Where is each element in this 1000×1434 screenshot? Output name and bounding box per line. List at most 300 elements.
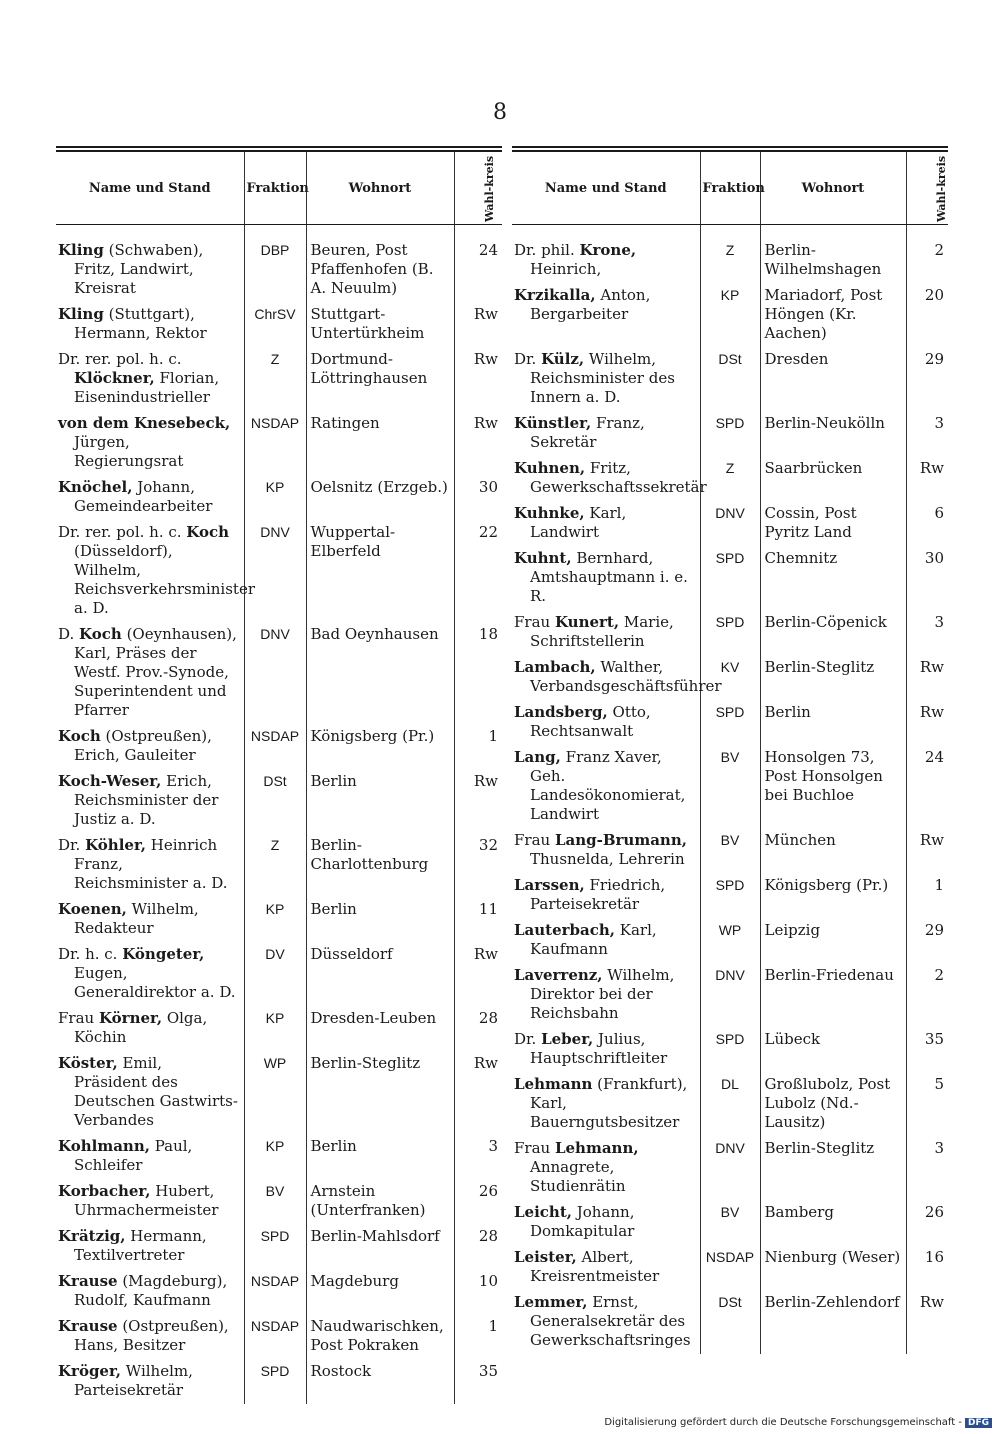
name-prefix: Dr.: [514, 350, 542, 368]
wohnort-cell: Berlin-Mahlsdorf: [306, 1224, 454, 1269]
wahlkreis-cell: Rw: [906, 1290, 948, 1354]
member-name-cell: [56, 1359, 244, 1404]
member-name-cell: [56, 475, 244, 520]
members-table-right: [512, 152, 948, 1354]
member-details: Johann, Gemeindearbeiter: [74, 478, 213, 515]
fraktion-cell: WP: [244, 1051, 306, 1134]
member-details: Franz, Sekretär: [530, 414, 645, 451]
members-table-left: [56, 152, 502, 1404]
member-name-cell: [512, 1072, 700, 1136]
fraktion-cell: Z: [700, 456, 760, 501]
member-name-cell: [512, 1290, 700, 1354]
member-details: Marie, Schriftstellerin: [530, 613, 674, 650]
fraktion-cell: DNV: [700, 501, 760, 546]
table-row: [56, 1006, 502, 1051]
header-wohnort: Wohnort: [306, 152, 454, 225]
wohnort-cell: Berlin: [306, 769, 454, 833]
fraktion-cell: NSDAP: [244, 411, 306, 475]
table-row: [56, 1224, 502, 1269]
fraktion-cell: DNV: [244, 622, 306, 724]
member-name-cell: [512, 745, 700, 828]
member-surname: Koch: [79, 625, 122, 643]
wohnort-cell: Magdeburg: [306, 1269, 454, 1314]
fraktion-cell: DSt: [700, 1290, 760, 1354]
member-details: Fritz, Gewerkschaftssekretär: [530, 459, 707, 496]
table-row: [512, 1290, 948, 1354]
wahlkreis-cell: 3: [906, 1136, 948, 1200]
wohnort-cell: Bamberg: [760, 1200, 906, 1245]
member-details: (Düsseldorf), Wilhelm, Reichsverkehrsminister a. D.: [74, 542, 255, 617]
wohnort-cell: Berlin-Neukölln: [760, 411, 906, 456]
member-name-cell: [512, 1200, 700, 1245]
member-surname: Külz,: [541, 350, 585, 368]
wohnort-cell: Lübeck: [760, 1027, 906, 1072]
wohnort-cell: Stuttgart-Untertürkheim: [306, 302, 454, 347]
wohnort-cell: Berlin-Steglitz: [306, 1051, 454, 1134]
table-row: [512, 1072, 948, 1136]
member-surname: Koch-Weser,: [58, 772, 162, 790]
name-prefix: D.: [58, 625, 80, 643]
table-row: [512, 873, 948, 918]
member-surname: Leicht,: [514, 1203, 572, 1221]
member-surname: Leister,: [514, 1248, 577, 1266]
member-surname: Koenen,: [58, 900, 127, 918]
member-surname: Lehmann,: [554, 1139, 639, 1157]
member-name-cell: [512, 918, 700, 963]
member-name-cell: [56, 622, 244, 724]
member-name-cell: [512, 283, 700, 347]
wohnort-cell: Arnstein (Unterfranken): [306, 1179, 454, 1224]
fraktion-cell: DNV: [700, 1136, 760, 1200]
member-details: Heinrich,: [530, 260, 602, 278]
wahlkreis-cell: 30: [906, 546, 948, 610]
member-details: Julius, Hauptschriftleiter: [530, 1030, 668, 1067]
member-surname: Lang-Brumann,: [554, 831, 687, 849]
member-surname: Kling: [58, 305, 104, 323]
member-details: Wilhelm, Direktor bei der Reichsbahn: [530, 966, 675, 1022]
wohnort-cell: Berlin-Charlottenburg: [306, 833, 454, 897]
wahlkreis-cell: 6: [906, 501, 948, 546]
wahlkreis-cell: Rw: [454, 302, 502, 347]
member-surname: Klöckner,: [74, 369, 155, 387]
wohnort-cell: Berlin-Steglitz: [760, 1136, 906, 1200]
wahlkreis-cell: 22: [454, 520, 502, 622]
member-name-cell: [512, 1136, 700, 1200]
fraktion-cell: NSDAP: [244, 1314, 306, 1359]
member-name-cell: [56, 833, 244, 897]
member-details: Walther, Verbandsgeschäftsführer: [530, 658, 722, 695]
name-prefix: Dr. rer. pol. h. c.: [58, 523, 187, 541]
fraktion-cell: SPD: [244, 1359, 306, 1404]
member-surname: Köhler,: [85, 836, 146, 854]
table-row: [512, 225, 948, 284]
table-row: [512, 456, 948, 501]
fraktion-cell: KP: [244, 475, 306, 520]
wahlkreis-cell: 3: [906, 411, 948, 456]
member-surname: Lauterbach,: [514, 921, 616, 939]
fraktion-cell: DV: [244, 942, 306, 1006]
wohnort-cell: Dortmund-Löttringhausen: [306, 347, 454, 411]
table-row: [56, 302, 502, 347]
fraktion-cell: Z: [244, 833, 306, 897]
member-surname: Kröger,: [58, 1362, 122, 1380]
member-surname: Krzikalla,: [514, 286, 596, 304]
member-details: (Frankfurt), Karl, Bauerngutsbesitzer: [530, 1075, 688, 1131]
footer-text: Digitalisierung gefördert durch die Deutsche Forschungsgemeinschaft -: [604, 1417, 962, 1428]
wahlkreis-cell: 29: [906, 918, 948, 963]
fraktion-cell: Z: [700, 225, 760, 284]
member-surname: Kohlmann,: [58, 1137, 150, 1155]
member-surname: Koch: [186, 523, 230, 541]
fraktion-cell: SPD: [700, 873, 760, 918]
fraktion-cell: SPD: [700, 546, 760, 610]
wahlkreis-cell: 16: [906, 1245, 948, 1290]
table-row: [512, 700, 948, 745]
wahlkreis-cell: 24: [454, 225, 502, 303]
fraktion-cell: BV: [244, 1179, 306, 1224]
member-name-cell: [56, 1179, 244, 1224]
member-name-cell: [512, 411, 700, 456]
table-row: [56, 411, 502, 475]
header-name: Name und Stand: [56, 152, 244, 225]
wohnort-cell: Leipzig: [760, 918, 906, 963]
table-row: [56, 1051, 502, 1134]
wahlkreis-cell: 20: [906, 283, 948, 347]
member-details: (Ostpreußen), Hans, Besitzer: [74, 1317, 229, 1354]
wahlkreis-cell: 24: [906, 745, 948, 828]
member-details: Erich, Reichsminister der Justiz a. D.: [74, 772, 219, 828]
name-prefix: Dr. rer. pol. h. c.: [58, 350, 182, 368]
table-row: [512, 1245, 948, 1290]
wohnort-cell: Honsolgen 73, Post Honsolgen bei Buchloe: [760, 745, 906, 828]
member-name-cell: [56, 724, 244, 769]
wohnort-cell: Oelsnitz (Erzgeb.): [306, 475, 454, 520]
table-row: [512, 918, 948, 963]
member-details: Emil, Präsident des Deutschen Gastwirts-Verbandes: [74, 1054, 238, 1129]
wahlkreis-cell: 5: [906, 1072, 948, 1136]
table-row: [56, 897, 502, 942]
member-details: Anton, Bergarbeiter: [530, 286, 651, 323]
member-details: (Magdeburg), Rudolf, Kaufmann: [74, 1272, 228, 1309]
member-details: Otto, Rechtsanwalt: [530, 703, 651, 740]
wahlkreis-cell: Rw: [906, 828, 948, 873]
wahlkreis-cell: Rw: [454, 411, 502, 475]
member-name-cell: [56, 520, 255, 622]
table-row: [512, 610, 948, 655]
wohnort-cell: Wuppertal-Elberfeld: [306, 520, 454, 622]
fraktion-cell: DBP: [244, 225, 306, 303]
member-surname: Korbacher,: [58, 1182, 151, 1200]
table-row: [512, 501, 948, 546]
wahlkreis-cell: 29: [906, 347, 948, 411]
name-prefix: Dr.: [514, 1030, 542, 1048]
wohnort-cell: Dresden: [760, 347, 906, 411]
wohnort-cell: Berlin-Wilhelmshagen: [760, 225, 906, 284]
fraktion-cell: SPD: [700, 610, 760, 655]
member-details: Eugen, Generaldirektor a. D.: [74, 964, 236, 1001]
wohnort-cell: Beuren, Post Pfaffenhofen (B. A. Neuulm): [306, 225, 454, 303]
member-name-cell: [512, 456, 707, 501]
fraktion-cell: SPD: [700, 411, 760, 456]
member-surname: Lemmer,: [514, 1293, 588, 1311]
wahlkreis-cell: 1: [906, 873, 948, 918]
member-surname: Lang,: [514, 748, 561, 766]
wahlkreis-cell: 28: [454, 1224, 502, 1269]
member-name-cell: [56, 942, 244, 1006]
footer: [604, 1417, 992, 1428]
wahlkreis-cell: Rw: [906, 700, 948, 745]
table-body-left: [56, 225, 502, 1405]
member-surname: Knöchel,: [58, 478, 133, 496]
table-row: [56, 1359, 502, 1404]
wohnort-cell: Berlin: [306, 1134, 454, 1179]
wohnort-cell: München: [760, 828, 906, 873]
table-row: [56, 769, 502, 833]
fraktion-cell: NSDAP: [244, 1269, 306, 1314]
member-name-cell: [56, 1051, 244, 1134]
member-details: (Schwaben), Fritz, Landwirt, Kreisrat: [74, 241, 204, 297]
fraktion-cell: SPD: [700, 700, 760, 745]
member-surname: von dem Knesebeck,: [58, 414, 231, 432]
table-row: [512, 1200, 948, 1245]
member-name-cell: [56, 769, 244, 833]
member-details: Friedrich, Parteisekretär: [530, 876, 666, 913]
member-name-cell: [512, 828, 700, 873]
wahlkreis-cell: 26: [906, 1200, 948, 1245]
wohnort-cell: Berlin-Cöpenick: [760, 610, 906, 655]
member-details: Annagrete, Studienrätin: [530, 1158, 626, 1195]
member-surname: Larssen,: [514, 876, 585, 894]
member-details: Florian, Eisenindustrieller: [74, 369, 220, 406]
member-details: Wilhelm, Reichsminister des Innern a. D.: [530, 350, 675, 406]
table-row: [56, 225, 502, 303]
member-name-cell: [512, 1245, 700, 1290]
header-wohnort: Wohnort: [760, 152, 906, 225]
member-name-cell: [512, 873, 700, 918]
member-details: Jürgen, Regierungsrat: [74, 433, 184, 470]
member-details: Karl, Landwirt: [530, 504, 627, 541]
member-name-cell: [56, 347, 244, 411]
member-details: (Oeynhausen), Karl, Präses der Westf. Prov.-Synode, Superintendent und Pfarrer: [74, 625, 237, 719]
member-details: Heinrich Franz, Reichsminister a. D.: [74, 836, 228, 892]
fraktion-cell: KP: [244, 1006, 306, 1051]
fraktion-cell: DL: [700, 1072, 760, 1136]
dfg-logo: DFG: [965, 1418, 992, 1428]
table-row: [56, 724, 502, 769]
header-fraktion: Fraktion: [244, 152, 306, 225]
wahlkreis-cell: 35: [454, 1359, 502, 1404]
member-name-cell: [512, 963, 700, 1027]
table-row: [512, 1136, 948, 1200]
member-surname: Krause: [58, 1317, 118, 1335]
wohnort-cell: Berlin-Steglitz: [760, 655, 906, 700]
wohnort-cell: Cossin, Post Pyritz Land: [760, 501, 906, 546]
table-row: [56, 1179, 502, 1224]
wahlkreis-cell: 3: [454, 1134, 502, 1179]
header-fraktion: Fraktion: [700, 152, 760, 225]
fraktion-cell: Z: [244, 347, 306, 411]
table-row: [512, 347, 948, 411]
member-name-cell: [512, 610, 700, 655]
member-name-cell: [56, 1269, 244, 1314]
wohnort-cell: Rostock: [306, 1359, 454, 1404]
fraktion-cell: WP: [700, 918, 760, 963]
member-surname: Kling: [58, 241, 104, 259]
member-details: Wilhelm, Redakteur: [74, 900, 199, 937]
member-details: Franz Xaver, Geh. Landesökonomierat, Landwirt: [530, 748, 686, 823]
fraktion-cell: NSDAP: [700, 1245, 760, 1290]
fraktion-cell: BV: [700, 745, 760, 828]
wahlkreis-cell: Rw: [454, 1051, 502, 1134]
table-row: [56, 622, 502, 724]
table-row: [56, 833, 502, 897]
fraktion-cell: SPD: [244, 1224, 306, 1269]
wohnort-cell: Berlin-Zehlendorf: [760, 1290, 906, 1354]
table-row: [512, 546, 948, 610]
wahlkreis-cell: 3: [906, 610, 948, 655]
member-name-cell: [56, 897, 244, 942]
fraktion-cell: KP: [700, 283, 760, 347]
fraktion-cell: NSDAP: [244, 724, 306, 769]
table-row: [512, 655, 948, 700]
table-row: [512, 963, 948, 1027]
wahlkreis-cell: Rw: [906, 655, 948, 700]
wohnort-cell: Dresden-Leuben: [306, 1006, 454, 1051]
name-prefix: Dr. h. c.: [58, 945, 123, 963]
wahlkreis-cell: 11: [454, 897, 502, 942]
fraktion-cell: DNV: [244, 520, 306, 622]
header-wahlkreis: Wahl-kreis: [454, 152, 502, 225]
wahlkreis-cell: 28: [454, 1006, 502, 1051]
fraktion-cell: BV: [700, 828, 760, 873]
name-prefix: Frau: [58, 1009, 99, 1027]
wahlkreis-cell: 10: [454, 1269, 502, 1314]
header-wahlkreis: Wahl-kreis: [906, 152, 948, 225]
table-row: [56, 1134, 502, 1179]
table-row: [512, 828, 948, 873]
member-name-cell: [56, 1314, 244, 1359]
member-name-cell: [512, 501, 700, 546]
wahlkreis-cell: Rw: [454, 769, 502, 833]
wahlkreis-cell: 35: [906, 1027, 948, 1072]
member-details: Bernhard, Amtshauptmann i. e. R.: [530, 549, 688, 605]
wahlkreis-cell: 18: [454, 622, 502, 724]
table-row: [512, 1027, 948, 1072]
fraktion-cell: KV: [700, 655, 760, 700]
member-details: Olga, Köchin: [74, 1009, 208, 1046]
member-surname: Krätzig,: [58, 1227, 126, 1245]
member-surname: Lehmann: [514, 1075, 593, 1093]
member-details: Albert, Kreisrentmeister: [530, 1248, 660, 1285]
fraktion-cell: ChrSV: [244, 302, 306, 347]
member-details: Karl, Kaufmann: [530, 921, 657, 958]
member-surname: Körner,: [98, 1009, 163, 1027]
wahlkreis-cell: 2: [906, 225, 948, 284]
wahlkreis-cell: 26: [454, 1179, 502, 1224]
fraktion-cell: DSt: [700, 347, 760, 411]
wohnort-cell: Berlin: [306, 897, 454, 942]
member-surname: Krone,: [579, 241, 637, 259]
member-name-cell: [56, 225, 244, 303]
table-row: [56, 347, 502, 411]
member-surname: Köngeter,: [122, 945, 205, 963]
member-name-cell: [512, 655, 722, 700]
member-name-cell: [512, 347, 700, 411]
name-prefix: Frau: [514, 1139, 555, 1157]
member-name-cell: [56, 1224, 244, 1269]
fraktion-cell: KP: [244, 1134, 306, 1179]
member-surname: Kuhnt,: [514, 549, 572, 567]
member-details: Johann, Domkapitular: [530, 1203, 635, 1240]
member-surname: Lambach,: [514, 658, 596, 676]
fraktion-cell: BV: [700, 1200, 760, 1245]
member-surname: Leber,: [541, 1030, 594, 1048]
wohnort-cell: Berlin: [760, 700, 906, 745]
table-row: [512, 411, 948, 456]
fraktion-cell: DSt: [244, 769, 306, 833]
member-name-cell: [512, 1027, 700, 1072]
wohnort-cell: Großlubolz, Post Lubolz (Nd.-Lausitz): [760, 1072, 906, 1136]
name-prefix: Frau: [514, 613, 555, 631]
member-surname: Laverrenz,: [514, 966, 603, 984]
header-name: Name und Stand: [512, 152, 700, 225]
wohnort-cell: Düsseldorf: [306, 942, 454, 1006]
member-details: (Ostpreußen), Erich, Gauleiter: [74, 727, 212, 764]
page-number: 8: [493, 100, 507, 125]
wahlkreis-cell: 2: [906, 963, 948, 1027]
member-name-cell: [512, 225, 700, 284]
member-details: Ernst, Generalsekretär des Gewerkschaftsringes: [530, 1293, 691, 1349]
table-row: [56, 1314, 502, 1359]
member-name-cell: [56, 411, 244, 475]
member-details: Hermann, Textilvertreter: [74, 1227, 207, 1264]
table-row: [512, 745, 948, 828]
wohnort-cell: Königsberg (Pr.): [306, 724, 454, 769]
name-prefix: Dr. phil.: [514, 241, 580, 259]
name-prefix: Dr.: [58, 836, 86, 854]
table-row: [512, 283, 948, 347]
wohnort-cell: Naudwarischken, Post Pokraken: [306, 1314, 454, 1359]
member-surname: Koch: [58, 727, 101, 745]
table-row: [56, 1269, 502, 1314]
wahlkreis-cell: 30: [454, 475, 502, 520]
left-column: [56, 146, 502, 1404]
wohnort-cell: Nienburg (Weser): [760, 1245, 906, 1290]
member-surname: Kunert,: [554, 613, 620, 631]
wohnort-cell: Saarbrücken: [760, 456, 906, 501]
wohnort-cell: Königsberg (Pr.): [760, 873, 906, 918]
wohnort-cell: Ratingen: [306, 411, 454, 475]
table-row: [56, 475, 502, 520]
member-details: Paul, Schleifer: [74, 1137, 193, 1174]
member-details: Hubert, Uhrmachermeister: [74, 1182, 219, 1219]
member-surname: Köster,: [58, 1054, 118, 1072]
wohnort-cell: Berlin-Friedenau: [760, 963, 906, 1027]
member-details: Wilhelm, Parteisekretär: [74, 1362, 193, 1399]
member-details: (Stuttgart), Hermann, Rektor: [74, 305, 207, 342]
wohnort-cell: Chemnitz: [760, 546, 906, 610]
member-surname: Kuhnke,: [514, 504, 585, 522]
member-name-cell: [512, 546, 700, 610]
member-name-cell: [56, 1134, 244, 1179]
member-name-cell: [512, 700, 700, 745]
member-surname: Künstler,: [514, 414, 592, 432]
fraktion-cell: DNV: [700, 963, 760, 1027]
wahlkreis-cell: 1: [454, 724, 502, 769]
table-row: [56, 520, 502, 622]
name-prefix: Frau: [514, 831, 555, 849]
wahlkreis-cell: 32: [454, 833, 502, 897]
